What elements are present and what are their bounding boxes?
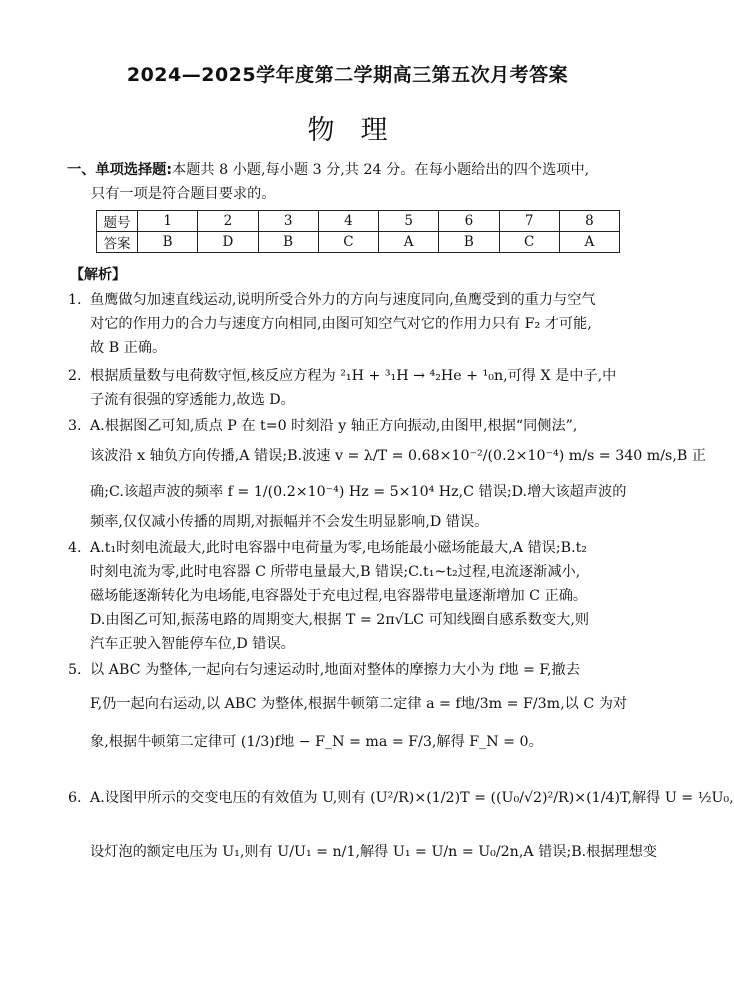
item-line xyxy=(68,658,630,682)
answer-cell: B xyxy=(138,232,198,253)
answer-cell: C xyxy=(499,232,559,253)
item-line xyxy=(68,840,658,864)
item-number: 2. xyxy=(68,368,82,384)
frequency-formula: f = 1/(0.2×10⁻⁴) Hz = 5×10⁴ Hz xyxy=(227,484,459,500)
text: 。 xyxy=(528,734,543,750)
voltage-result: U = ½U₀ xyxy=(664,790,730,806)
item-line xyxy=(68,480,630,504)
question-number: 6 xyxy=(439,211,499,232)
question-number: 1 xyxy=(138,211,198,232)
text: 确;C.该超声波的频率 xyxy=(90,484,224,500)
explanation-5 xyxy=(68,658,630,754)
text: D.由图乙可知,振荡电路的周期变大,根据 xyxy=(90,612,342,628)
page-title: 2024—2025学年度第二学期高三第五次月考答案 xyxy=(126,64,569,86)
question-number: 5 xyxy=(379,211,439,232)
section-instructions-2: 只有一项是符合题目要求的。 xyxy=(91,186,276,202)
nuclear-equation: ²₁H + ³₁H → ⁴₂He + ¹₀n xyxy=(340,368,504,384)
question-number: 2 xyxy=(198,211,258,232)
explanation-2 xyxy=(68,364,630,412)
question-number: 4 xyxy=(318,211,378,232)
item-line: 对它的作用力的合力与速度方向相同,由图可知空气对它的作用力只有 F₂ 才可能, xyxy=(90,316,592,332)
text: 象,根据牛顿第二定律可 xyxy=(90,734,237,750)
text: , xyxy=(729,790,734,806)
question-number: 3 xyxy=(258,211,318,232)
table-row-answers xyxy=(97,232,620,253)
text: 可知线圈自感系数变大,则 xyxy=(428,612,590,628)
section-instructions-1: 本题共 8 小题,每小题 3 分,共 24 分。在每小题给出的四个选项中, xyxy=(172,162,590,178)
text: ,以 C 为对 xyxy=(560,696,628,712)
item-number: 1. xyxy=(68,292,82,308)
answer-cell: A xyxy=(559,232,619,253)
item-line xyxy=(68,786,734,810)
item-line: 鱼鹰做匀加速直线运动,说明所受合外力的方向与速度同向,鱼鹰受到的重力与空气 xyxy=(90,292,596,308)
text: ,撤去 xyxy=(547,662,580,678)
answer-cell: B xyxy=(439,232,499,253)
rated-voltage-result: U₁ = U/n = U₀/2n xyxy=(392,844,519,860)
text: ,C 错误;D.增大该超声波的 xyxy=(458,484,627,500)
answer-table xyxy=(96,210,620,253)
item-line xyxy=(68,692,630,716)
text: 以 ABC 为整体,一起向右匀速运动时,地面对整体的摩擦力大小为 xyxy=(90,662,495,678)
text: 设灯泡的额定电压为 U₁,则有 xyxy=(90,844,273,860)
text: 根据质量数与电荷数守恒,核反应方程为 xyxy=(90,368,336,384)
explanation-3 xyxy=(68,414,706,534)
text: ,可得 X 是中子,中 xyxy=(503,368,617,384)
answer-cell: A xyxy=(379,232,439,253)
item-line: 子流有很强的穿透能力,故选 D。 xyxy=(90,392,295,408)
turns-ratio-formula: U/U₁ = n/1 xyxy=(277,844,356,860)
item-number: 5. xyxy=(68,662,82,678)
item-line: 频率,仅仅减小传播的周期,对振幅并不会发生明显影响,D 错误。 xyxy=(90,514,489,530)
section-lead: 一、单项选择题: xyxy=(67,162,172,178)
item-line: 汽车正驶入智能停车位,D 错误。 xyxy=(90,636,295,652)
item-line xyxy=(68,364,630,388)
answer-cell: B xyxy=(258,232,318,253)
table-row-numbers xyxy=(97,211,620,232)
explanation-4 xyxy=(68,536,630,656)
item-line: A.根据图乙可知,质点 P 在 t=0 时刻沿 y 轴正方向振动,由图甲,根据“同侧法”, xyxy=(90,418,578,434)
newton-formula: (1/3)f地 − F_N = ma = F/3 xyxy=(240,734,432,750)
item-line xyxy=(68,730,630,754)
row-label-number: 题号 xyxy=(97,211,138,232)
item-line: 时刻电流为零,此时电容器 C 所带电量最大,B 错误;C.t₁~t₂过程,电流逐渐减小, xyxy=(90,564,581,580)
normal-force-result: F_N = 0 xyxy=(469,734,529,750)
text: ,解得 xyxy=(355,844,389,860)
item-line xyxy=(68,444,706,468)
answer-cell: C xyxy=(318,232,378,253)
item-line: 故 B 正确。 xyxy=(90,340,167,356)
answer-cell: D xyxy=(198,232,258,253)
analysis-heading: 【解析】 xyxy=(70,267,126,283)
item-number: 3. xyxy=(68,418,82,434)
explanation-1 xyxy=(68,288,630,360)
text: ,解得 xyxy=(431,734,465,750)
question-number: 7 xyxy=(499,211,559,232)
text: ,B 正 xyxy=(672,448,706,464)
text: ,解得 xyxy=(627,790,661,806)
text: 该波沿 x 轴负方向传播,A 错误;B.波速 xyxy=(90,448,331,464)
explanation-6 xyxy=(68,786,734,864)
text: ,A 错误;B.根据理想变 xyxy=(518,844,658,860)
item-line: 磁场能逐渐转化为电场能,电容器处于充电过程,电容器带电量逐渐增加 C 正确。 xyxy=(90,588,588,604)
text: A.设图甲所示的交变电压的有效值为 U,则有 xyxy=(90,790,366,806)
period-formula: T = 2π√LC xyxy=(345,612,424,628)
section-single-choice xyxy=(67,158,627,206)
item-line: A.t₁时刻电流最大,此时电容器中电荷量为零,电场能最小磁场能最大,A 错误;B.t₂ xyxy=(90,540,587,556)
row-label-answer: 答案 xyxy=(97,232,138,253)
effective-voltage-formula: (U²/R)×(1/2)T = ((U₀/√2)²/R)×(1/4)T xyxy=(370,790,628,806)
wave-speed-formula: v = λ/T = 0.68×10⁻²/(0.2×10⁻⁴) m/s = 340 m/s xyxy=(334,448,673,464)
acceleration-formula: a = f地/3m = F/3m xyxy=(426,696,561,712)
item-number: 4. xyxy=(68,540,82,556)
text: F,仍一起向右运动,以 ABC 为整体,根据牛顿第二定律 xyxy=(90,696,422,712)
subject-heading: 物理 xyxy=(307,115,414,146)
item-line xyxy=(68,608,630,632)
item-number: 6. xyxy=(68,790,82,806)
question-number: 8 xyxy=(559,211,619,232)
friction-formula: f地 = F xyxy=(499,662,548,678)
